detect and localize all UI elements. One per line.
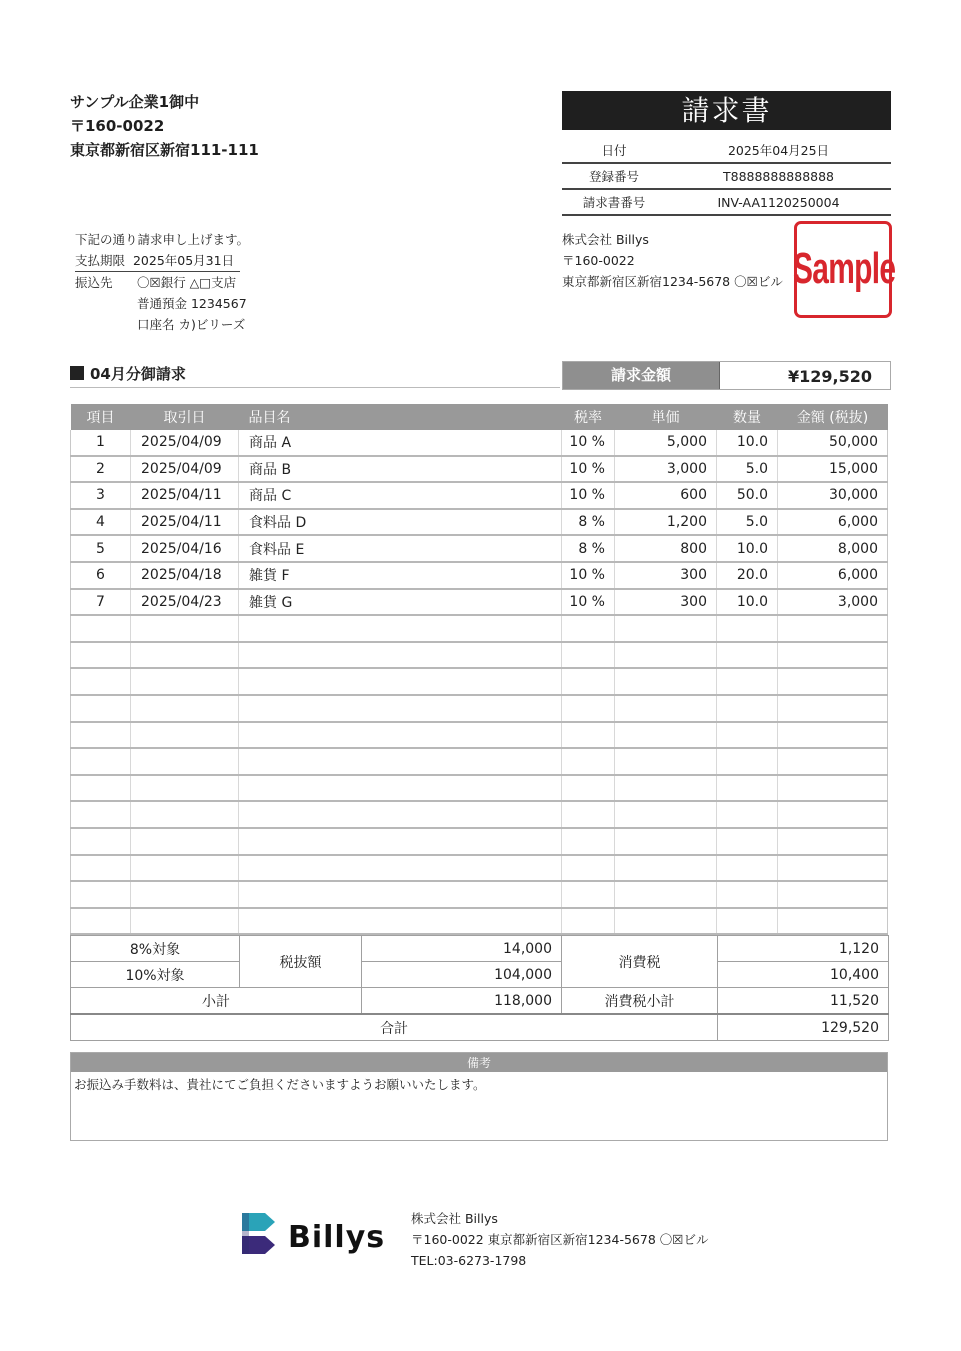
tax-subtotal-label: 消費税小計	[562, 988, 718, 1015]
remarks-box	[70, 1052, 888, 1141]
sample-stamp	[793, 221, 896, 318]
empty-table-row	[71, 855, 888, 882]
table-cell	[71, 855, 131, 882]
bank-label: 振込先	[75, 275, 113, 290]
table-cell: 20.0	[717, 562, 778, 589]
amount-label: 請求金額	[563, 362, 720, 389]
summary-row	[71, 988, 889, 1015]
table-cell	[131, 881, 239, 908]
table-cell	[717, 642, 778, 669]
table-cell	[615, 908, 717, 935]
table-row	[71, 589, 888, 616]
tax-10-value: 10,400	[718, 962, 889, 988]
table-cell	[131, 855, 239, 882]
table-cell: 6,000	[778, 509, 888, 536]
table-cell: 10 %	[562, 589, 615, 616]
total-value: 129,520	[718, 1014, 889, 1041]
table-cell	[717, 775, 778, 802]
table-cell	[562, 695, 615, 722]
table-cell: 8 %	[562, 509, 615, 536]
square-bullet-icon	[70, 366, 84, 380]
empty-table-row	[71, 775, 888, 802]
table-cell	[239, 642, 562, 669]
meta-row-date	[562, 139, 891, 164]
table-cell	[71, 828, 131, 855]
tax-8-value: 1,120	[718, 936, 889, 962]
payment-notes	[75, 229, 249, 335]
table-cell	[778, 908, 888, 935]
empty-table-row	[71, 801, 888, 828]
due-date-line	[75, 250, 240, 272]
remarks-text: お振込み手数料は、貴社にてご負担くださいますようお願いいたします。	[74, 1077, 486, 1092]
table-cell	[562, 908, 615, 935]
empty-table-row	[71, 908, 888, 935]
table-cell	[778, 642, 888, 669]
section-title: 04月分御請求	[90, 365, 186, 383]
table-cell: 5,000	[615, 430, 717, 456]
table-cell: 8 %	[562, 535, 615, 562]
table-row	[71, 482, 888, 509]
table-cell: 600	[615, 482, 717, 509]
table-cell	[717, 695, 778, 722]
table-cell	[615, 775, 717, 802]
table-cell	[615, 722, 717, 749]
table-cell	[615, 668, 717, 695]
table-cell	[131, 615, 239, 642]
table-cell: 食料品 D	[239, 509, 562, 536]
footer-tel: TEL:03-6273-1798	[411, 1253, 527, 1268]
table-header-row	[71, 404, 888, 430]
table-cell: 3,000	[615, 456, 717, 483]
col-header: 金額 (税抜)	[778, 404, 888, 430]
due-date: 2025年05月31日	[132, 253, 235, 268]
issuer-block	[562, 229, 783, 292]
col-header: 単価	[615, 404, 717, 430]
excl-label: 税抜額	[240, 936, 362, 988]
table-cell	[71, 642, 131, 669]
tax-subtotal-value: 11,520	[718, 988, 889, 1015]
empty-table-row	[71, 668, 888, 695]
table-cell	[239, 801, 562, 828]
table-cell	[71, 722, 131, 749]
empty-table-row	[71, 615, 888, 642]
table-cell: 10.0	[717, 535, 778, 562]
table-cell	[239, 668, 562, 695]
table-cell: 4	[71, 509, 131, 536]
table-cell: 50,000	[778, 430, 888, 456]
table-cell: 10 %	[562, 430, 615, 456]
table-cell	[562, 668, 615, 695]
table-cell	[71, 695, 131, 722]
recipient-postal: 〒160-0022	[70, 117, 165, 135]
table-cell	[615, 615, 717, 642]
empty-table-row	[71, 828, 888, 855]
total-label: 合計	[71, 1014, 718, 1041]
table-cell: 2025/04/16	[131, 535, 239, 562]
summary-row	[71, 936, 889, 962]
table-cell	[778, 855, 888, 882]
table-cell	[717, 855, 778, 882]
subtotal-label: 小計	[71, 988, 362, 1015]
table-cell: 6	[71, 562, 131, 589]
table-cell: 商品 B	[239, 456, 562, 483]
table-cell: 商品 C	[239, 482, 562, 509]
meta-row-invoice-number	[562, 191, 891, 216]
excl-10-value: 104,000	[362, 962, 562, 988]
table-cell	[717, 801, 778, 828]
table-cell: 10.0	[717, 430, 778, 456]
table-cell	[778, 722, 888, 749]
table-cell	[615, 881, 717, 908]
footer-company-info	[411, 1208, 708, 1271]
table-cell	[71, 615, 131, 642]
table-cell	[131, 722, 239, 749]
table-cell	[717, 908, 778, 935]
meta-label: 登録番号	[588, 169, 639, 184]
meta-value: INV-AA1120250004	[717, 195, 840, 210]
table-cell: 6,000	[778, 562, 888, 589]
bank-line: 〇☒銀行 △□支店	[137, 275, 237, 290]
meta-value: 2025年04月25日	[727, 143, 830, 158]
meta-label: 日付	[601, 143, 627, 158]
table-cell	[615, 748, 717, 775]
table-row	[71, 562, 888, 589]
bank-line: 口座名 カ)ビリーズ	[137, 317, 246, 332]
table-cell	[71, 908, 131, 935]
table-cell	[717, 722, 778, 749]
table-cell	[131, 695, 239, 722]
table-cell	[239, 615, 562, 642]
issuer-address: 東京都新宿区新宿1234-5678 〇☒ビル	[562, 274, 783, 289]
col-header: 項目	[71, 404, 131, 430]
table-cell	[778, 775, 888, 802]
table-cell: 2025/04/09	[131, 456, 239, 483]
document-title: 請求書	[562, 91, 891, 130]
section-heading	[70, 361, 560, 388]
table-cell	[239, 881, 562, 908]
table-cell	[778, 748, 888, 775]
table-cell	[562, 881, 615, 908]
table-cell	[71, 801, 131, 828]
table-cell	[615, 642, 717, 669]
table-cell: 2	[71, 456, 131, 483]
table-cell	[562, 775, 615, 802]
table-cell: 10.0	[717, 589, 778, 616]
table-cell	[562, 855, 615, 882]
col-header: 税率	[562, 404, 615, 430]
summary-row	[71, 962, 889, 988]
table-cell: 800	[615, 535, 717, 562]
footer-company: 株式会社 Billys	[411, 1211, 498, 1226]
issuer-name: 株式会社 Billys	[562, 232, 649, 247]
empty-table-row	[71, 695, 888, 722]
rate10-label: 10%対象	[71, 962, 240, 988]
table-cell: 2025/04/18	[131, 562, 239, 589]
table-cell: 10 %	[562, 562, 615, 589]
table-cell: 5.0	[717, 509, 778, 536]
table-cell: 商品 A	[239, 430, 562, 456]
amount-value: ¥129,520	[787, 367, 872, 386]
table-cell	[562, 722, 615, 749]
table-cell: 300	[615, 589, 717, 616]
table-cell	[239, 775, 562, 802]
table-cell	[131, 908, 239, 935]
excl-8-value: 14,000	[362, 936, 562, 962]
table-cell: 5	[71, 535, 131, 562]
table-cell: 雑貨 F	[239, 562, 562, 589]
table-cell	[717, 748, 778, 775]
billys-logo-icon	[240, 1212, 280, 1258]
table-cell: 5.0	[717, 456, 778, 483]
table-row	[71, 430, 888, 456]
billys-logo-text: Billys	[288, 1220, 386, 1255]
empty-table-row	[71, 881, 888, 908]
table-cell	[615, 801, 717, 828]
table-cell	[717, 668, 778, 695]
bank-info	[75, 272, 249, 335]
col-header: 品目名	[239, 404, 562, 430]
rate8-label: 8%対象	[71, 936, 240, 962]
table-cell: 2025/04/23	[131, 589, 239, 616]
summary-table	[70, 935, 889, 1041]
table-cell	[562, 828, 615, 855]
logo-spine	[242, 1213, 249, 1254]
empty-table-row	[71, 642, 888, 669]
table-cell	[778, 801, 888, 828]
table-cell: 雑貨 G	[239, 589, 562, 616]
table-cell	[615, 828, 717, 855]
table-cell	[239, 855, 562, 882]
meta-value: T8888888888888	[722, 169, 835, 184]
table-cell	[717, 881, 778, 908]
table-cell: 10 %	[562, 456, 615, 483]
table-cell: 7	[71, 589, 131, 616]
recipient-address: 東京都新宿区新宿111-111	[70, 141, 259, 159]
table-cell	[239, 748, 562, 775]
table-cell	[615, 855, 717, 882]
recipient-block	[70, 90, 259, 162]
footer-address: 〒160-0022 東京都新宿区新宿1234-5678 〇☒ビル	[411, 1232, 709, 1247]
table-cell	[71, 668, 131, 695]
table-cell: 2025/04/11	[131, 509, 239, 536]
table-cell	[615, 695, 717, 722]
table-cell	[239, 695, 562, 722]
table-cell	[131, 668, 239, 695]
table-cell: 300	[615, 562, 717, 589]
table-cell	[717, 828, 778, 855]
items-table	[70, 404, 888, 935]
table-cell	[778, 668, 888, 695]
table-cell: 3	[71, 482, 131, 509]
table-cell	[562, 748, 615, 775]
table-cell: 50.0	[717, 482, 778, 509]
empty-table-row	[71, 748, 888, 775]
table-row	[71, 509, 888, 536]
table-cell	[131, 775, 239, 802]
table-cell	[131, 801, 239, 828]
table-cell: 2025/04/11	[131, 482, 239, 509]
subtotal-value: 118,000	[362, 988, 562, 1015]
bank-line: 普通預金 1234567	[137, 296, 247, 311]
table-cell: 1	[71, 430, 131, 456]
table-cell	[71, 881, 131, 908]
col-header: 取引日	[131, 404, 239, 430]
intro-text: 下記の通り請求申し上げます。	[75, 232, 250, 247]
table-cell: 食料品 E	[239, 535, 562, 562]
table-cell: 30,000	[778, 482, 888, 509]
table-cell	[131, 828, 239, 855]
table-cell	[239, 828, 562, 855]
table-cell	[778, 615, 888, 642]
table-cell: 8,000	[778, 535, 888, 562]
remarks-header: 備考	[71, 1053, 887, 1072]
tax-label: 消費税	[562, 936, 718, 988]
table-cell	[131, 748, 239, 775]
table-cell	[71, 775, 131, 802]
table-row	[71, 535, 888, 562]
invoice-meta	[562, 139, 891, 217]
table-cell	[562, 615, 615, 642]
table-cell: 15,000	[778, 456, 888, 483]
table-cell	[562, 642, 615, 669]
table-cell	[71, 748, 131, 775]
total-row	[71, 1014, 889, 1041]
due-label: 支払期限	[75, 253, 126, 268]
table-cell	[239, 908, 562, 935]
table-row	[71, 456, 888, 483]
table-cell	[562, 801, 615, 828]
table-cell: 3,000	[778, 589, 888, 616]
meta-label: 請求書番号	[582, 195, 646, 210]
table-cell	[778, 695, 888, 722]
table-cell	[131, 642, 239, 669]
table-cell: 1,200	[615, 509, 717, 536]
table-cell	[239, 722, 562, 749]
meta-row-registration	[562, 165, 891, 190]
table-cell: 2025/04/09	[131, 430, 239, 456]
table-cell	[717, 615, 778, 642]
table-cell	[778, 828, 888, 855]
recipient-name: サンプル企業1御中	[70, 93, 200, 111]
stamp-text: Sample	[793, 244, 896, 293]
table-cell: 10 %	[562, 482, 615, 509]
table-cell	[778, 881, 888, 908]
issuer-postal: 〒160-0022	[562, 253, 635, 268]
invoice-amount-box	[562, 361, 891, 390]
col-header: 数量	[717, 404, 778, 430]
empty-table-row	[71, 722, 888, 749]
